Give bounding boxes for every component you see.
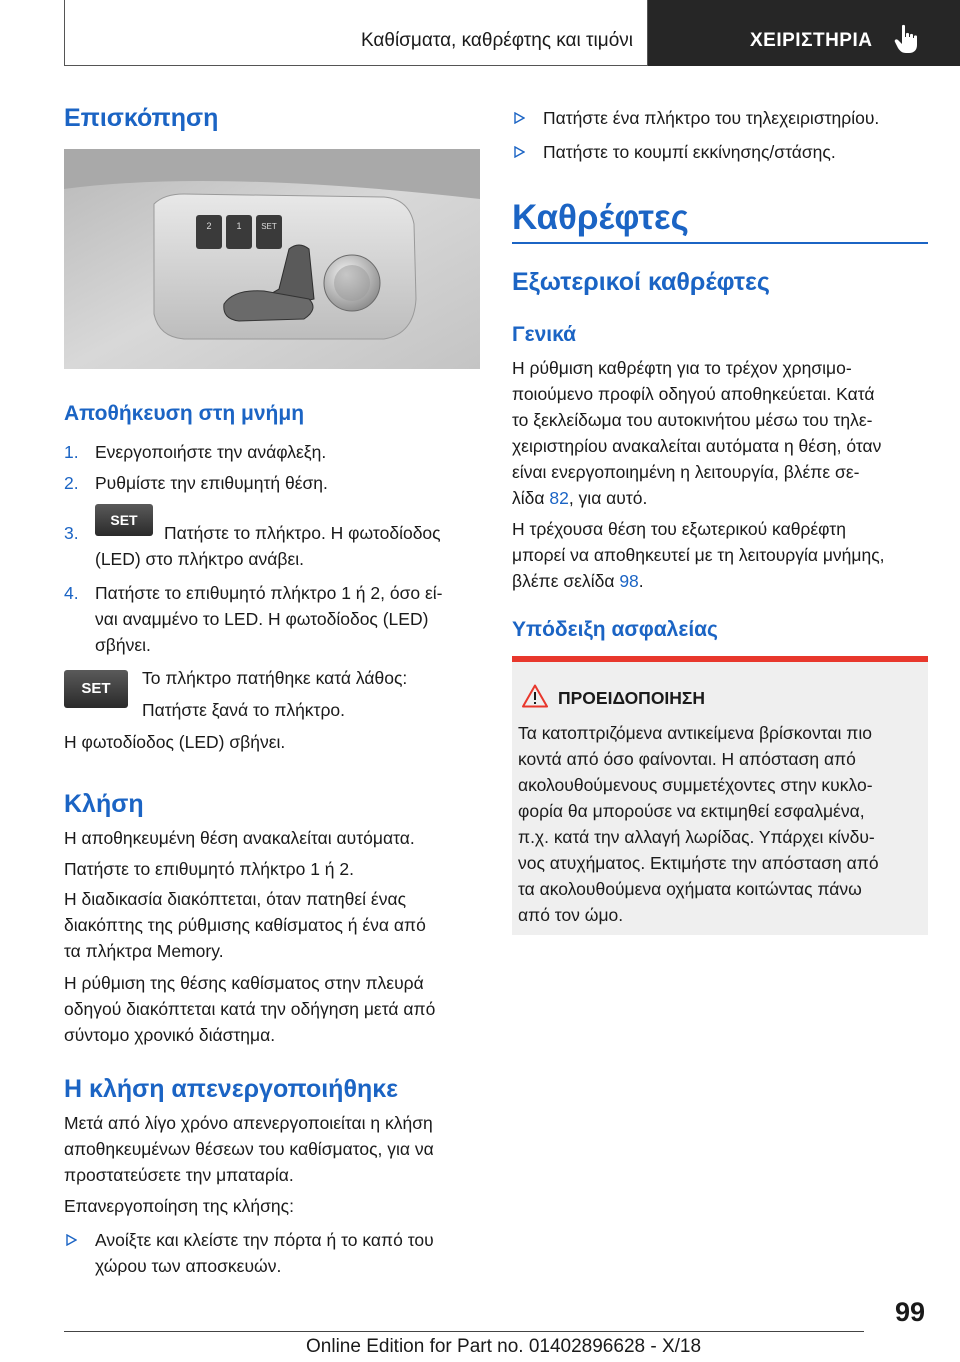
mirrors-heading: Καθρέφτες <box>512 198 689 237</box>
warning-line7: τα ακολουθούμενα οχήματα κοιτώντας πάνω <box>518 879 862 899</box>
safety-heading: Υπόδειξη ασφαλείας <box>512 618 718 641</box>
warning-line3: ακολουθούμενους συμμετέχοντες στην κυκλο- <box>518 775 873 795</box>
footer-rule <box>64 1331 864 1332</box>
recall-p4-line1: Η ρύθμιση της θέσης καθίσματος στην πλευρά <box>64 973 424 993</box>
page-number: 99 <box>895 1297 926 1327</box>
general-heading: Γενικά <box>512 323 577 346</box>
overview-heading: Επισκόπηση <box>64 104 219 132</box>
recall-p3-line2: διακόπτης της ρύθμισης καθίσματος ή ένα από <box>64 915 426 935</box>
deactivated-heading: Η κλήση απενεργοποιήθηκε <box>64 1075 399 1103</box>
exterior-mirrors-heading: Εξωτερικοί καθρέφτες <box>512 268 770 296</box>
header-chapter-box <box>64 0 648 66</box>
chapter-title: Καθίσματα, καθρέφτης και τιμόνι <box>360 30 633 51</box>
general-p2-line2: μπορεί να αποθηκευτεί με τη λειτουργία μνήμης, <box>512 545 885 565</box>
photo-button-1: 1 <box>236 221 242 231</box>
set-button-icon: SET <box>95 504 153 536</box>
general-p2-line3: βλέπε σελίδα 98. <box>512 571 644 591</box>
warning-line4: φορία θα μπορούσε να εκτιμηθεί εσφαλμένα, <box>518 801 865 821</box>
deact-p1-line2: αποθηκευμένων θέσεων του καθίσματος, για να <box>64 1139 434 1159</box>
recall-heading: Κλήση <box>64 790 144 818</box>
deact-p1-line3: προστατεύσετε την μπαταρία. <box>64 1165 294 1185</box>
triangle-bullet-icon <box>66 1234 77 1246</box>
general-p1-line6: λίδα 82, για αυτό. <box>512 488 648 508</box>
store-heading: Αποθήκευση στη μνήμη <box>64 402 305 425</box>
page-link-82[interactable]: 82 <box>549 488 569 508</box>
triangle-bullet-icon <box>514 146 525 158</box>
warning-box <box>512 656 928 935</box>
warning-triangle-icon <box>522 684 548 708</box>
recall-p1: Η αποθηκευμένη θέση ανακαλείται αυτόματα. <box>64 828 415 848</box>
warning-line8: από τον ώμο. <box>518 905 624 925</box>
general-p1-line4: χειριστηρίου ανακαλείται αυτόματα η θέση, όταν <box>512 436 882 456</box>
section-label: ΧΕΙΡΙΣΤΗΡΙΑ <box>750 30 873 51</box>
recall-p3-line3: τα πλήκτρα Memory. <box>64 941 224 961</box>
warning-line5: π.χ. κατά την αλλαγή λωρίδας. Υπάρχει κίνδυ- <box>518 827 875 847</box>
warning-line6: νος ατυχήματος. Εκτιμήστε την απόσταση από <box>518 853 879 873</box>
photo-button-2: 2 <box>206 221 212 231</box>
general-p1-line1: Η ρύθμιση καθρέφτη για το τρέχον χρησιμο- <box>512 358 852 378</box>
heading-rule <box>512 242 928 244</box>
general-p1-line3: το ξεκλείδωμα του αυτοκινήτου μέσω του τηλε- <box>512 410 873 430</box>
deact-p1-line1: Μετά από λίγο χρόνο απενεργοποιείται η κλήση <box>64 1113 433 1133</box>
general-p1-line2: ποιούμενο προφίλ οδηγού αποθηκεύεται. Κατά <box>512 384 875 404</box>
set-button-icon-large: SET <box>64 670 128 708</box>
general-p2-line1: Η τρέχουσα θέση του εξωτερικού καθρέφτη <box>512 519 846 539</box>
recall-p2: Πατήστε το επιθυμητό πλήκτρο 1 ή 2. <box>64 859 354 879</box>
deact-p2: Επανεργοποίηση της κλήσης: <box>64 1196 294 1216</box>
recall-p4-line3: σύντομο χρονικό διάστημα. <box>64 1025 276 1045</box>
footer-edition: Online Edition for Part no. 01402896628 - X/18 <box>306 1336 702 1357</box>
recall-p3-line1: Η διαδικασία διακόπτεται, όταν πατηθεί ένας <box>64 889 407 909</box>
general-p1-line5: είναι ενεργοποιημένη η λειτουργία, βλέπε σε- <box>512 462 860 482</box>
seat-controls-photo <box>64 149 480 369</box>
header-section-box <box>648 0 960 66</box>
warning-line1: Τα κατοπτριζόμενα αντικείμενα βρίσκονται πιο <box>518 723 872 743</box>
triangle-bullet-icon <box>514 112 525 124</box>
wrong-key-line1: Το πλήκτρο πατήθηκε κατά λάθος: <box>142 668 408 688</box>
wrong-key-line2: Πατήστε ξανά το πλήκτρο. <box>142 700 346 720</box>
warning-title: ΠΡΟΕΙΔΟΠΟΙΗΣΗ <box>558 688 706 708</box>
warning-line2: κοντά από όσο φαίνονται. Η απόσταση από <box>518 749 856 769</box>
pointing-hand-icon <box>894 24 922 54</box>
recall-p4-line2: οδηγού διακόπτεται κατά την οδήγηση μετά από <box>64 999 436 1019</box>
led-off-text: Η φωτοδίοδος (LED) σβήνει. <box>64 732 286 752</box>
page-link-98[interactable]: 98 <box>619 571 639 591</box>
photo-button-set: SET <box>261 222 277 231</box>
